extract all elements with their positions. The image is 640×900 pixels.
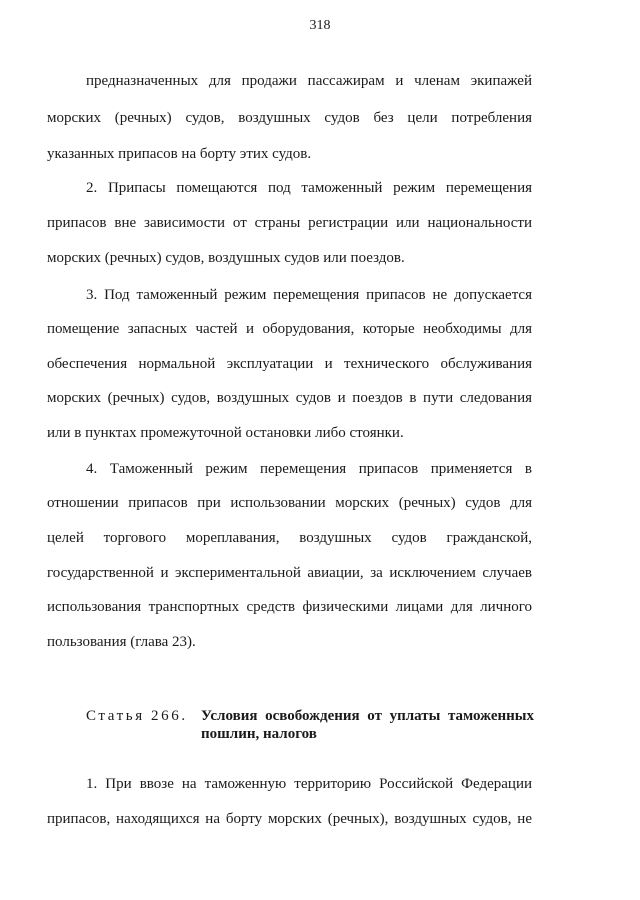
text-line: 4. Таможенный режим перемещения припасов применяется в: [86, 461, 532, 477]
text-line: государственной и экспериментальной авиации, за исключением случаев: [47, 565, 532, 581]
page-number: 318: [309, 18, 331, 33]
article-label: Статья 266.: [86, 708, 188, 724]
text-line: помещение запасных частей и оборудования, которые необходимы для: [47, 321, 532, 337]
article-title-line: Условия освобождения от уплаты таможенных: [201, 708, 534, 724]
text-line: 1. При ввозе на таможенную территорию Российской Федерации: [86, 776, 532, 792]
text-line: морских (речных) судов, воздушных судов и поездов в пути следования: [47, 390, 532, 406]
text-line: или в пунктах промежуточной остановки либо стоянки.: [47, 425, 404, 441]
text-line: 3. Под таможенный режим перемещения припасов не допускается: [86, 287, 532, 303]
text-line: отношении припасов при использовании морских (речных) судов для: [47, 495, 532, 511]
article-title-line: пошлин, налогов: [201, 726, 317, 742]
text-line: предназначенных для продажи пассажирам и членам экипажей: [86, 73, 532, 89]
text-line: использования транспортных средств физическими лицами для личного: [47, 599, 532, 615]
text-line: 2. Припасы помещаются под таможенный режим перемещения: [86, 180, 532, 196]
text-line: припасов вне зависимости от страны регистрации или национальности: [47, 215, 532, 231]
text-line: пользования (глава 23).: [47, 634, 196, 650]
text-line: указанных припасов на борту этих судов.: [47, 146, 312, 162]
text-line: морских (речных) судов, воздушных судов без цели потребления: [47, 110, 532, 126]
article-title: [201, 707, 534, 743]
text-line: обеспечения нормальной эксплуатации и технического обслуживания: [47, 356, 532, 372]
text-line: припасов, находящихся на борту морских (речных), воздушных судов, не: [47, 811, 532, 827]
text-line: морских (речных) судов, воздушных судов или поездов.: [47, 250, 405, 266]
text-line: целей торгового мореплавания, воздушных судов гражданской,: [47, 530, 532, 546]
